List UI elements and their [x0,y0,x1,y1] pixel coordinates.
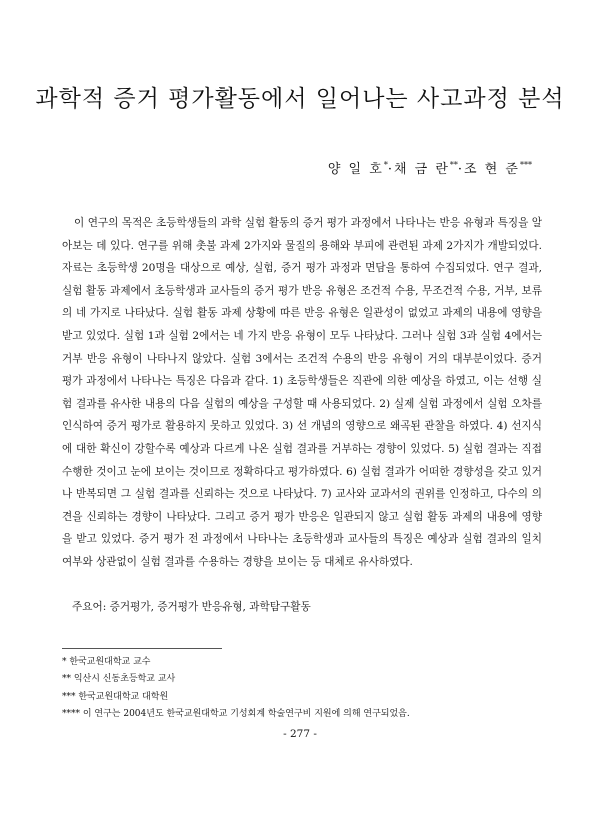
page-number: - 277 - [283,728,317,740]
author-mark: ** [449,160,458,170]
footnote-item: *** 한국교원대학교 대학원 [62,691,169,702]
author-name: 조 현 준 [464,162,520,177]
footnote-item: ** 익산시 신동초등학교 교사 [62,674,176,685]
keywords-line [72,597,311,617]
author-mark: * [383,160,388,170]
author-separator: · [387,162,394,177]
keywords-label: 주요어: [72,601,107,613]
footnote-divider [62,648,222,649]
keywords-text: 증거평가, 증거평가 반응유형, 과학탐구활동 [109,601,311,613]
footnote-item: **** 이 연구는 2004년도 한국교원대학교 기성회계 학술연구비 지원에 의해 연구되었음. [62,708,410,719]
paper-title: 과학적 증거 평가활동에서 일어나는 사고과정 분석 [35,86,565,112]
footnote-item: * 한국교원대학교 교수 [62,657,151,667]
author-mark: *** [520,160,532,170]
author-name: 채 금 란 [393,162,450,177]
author-name: 양 일 호 [327,162,384,177]
abstract-paragraph: 이 연구의 목적은 초등학생들의 과학 실험 활동의 증거 평가 과정에서 나타나는 반응 유형과 특징을 알아보는 데 있다. 연구를 위해 촛불 과제 2가지와 물질의 용해와 부피에 관련된 과제 2가지가 개발되었다. 자료는 초등학생 20명을 대상으로 예상, 실험, 증거 평가 과정과 면담을 통하여 수집되었다. 연구 결과, 실험 활동 과제에서 초등학생과 교사들의 증거 평가 반응 유형은 조건적 수용, 무조건적 수용, 거부, 보류의 네 가지로 나타났다. 실험 활동 과제 상황에 따른 반응 유형은 일관성이 없었고 과제의 내용에 영향을 받고 있었다. 실험 1과 실험 2에서는 네 가지 반응 유형이 모두 나타났다. 그러나 실험 3과 실험 4에서는 거부 반응 유형이 나타나지 않았다. 실험 3에서는 조건적 수용의 반응 유형이 거의 대부분이었다. 증거 평가 과정에서 나타나는 특징은 다음과 같다. 1) 초등학생들은 직관에 의한 예상을 하였고, 이는 선행 실험 결과를 유사한 내용의 다음 실험의 예상을 구성할 때 사용되었다. 2) 실제 실험 과정에서 실험 오차를 인식하여 증거 평가로 활용하지 못하고 있었다. 3) 선 개념의 영향으로 왜곡된 관찰을 하였다. 4) 선지식에 대한 확신이 강할수록 예상과 다르게 나온 실험 결과를 거부하는 경향이 있었다. 5) 실험 결과는 직접 수행한 것이고 눈에 보이는 것이므로 정확하다고 평가하였다. 6) 실험 결과가 어떠한 경향성을 갖고 있거나 반복되면 그 실험 결과를 신뢰하는 것으로 나타났다. 7) 교사와 교과서의 권위를 인정하고, 다수의 의견을 신뢰하는 경향이 나타났다. 그리고 증거 평가 반응은 일관되지 않고 실험 활동 과제의 내용에 영향을 받고 있었다. 증거 평가 전 과정에서 나타나는 초등학생과 교사들의 특징은 예상과 실험 결과의 일치 여부와 상관없이 실험 결과를 수용하는 경향을 보이는 등 대체로 유사하였다. [62,217,542,568]
footnote-list [62,654,542,723]
author-separator: · [457,162,465,177]
author-line [328,158,532,177]
